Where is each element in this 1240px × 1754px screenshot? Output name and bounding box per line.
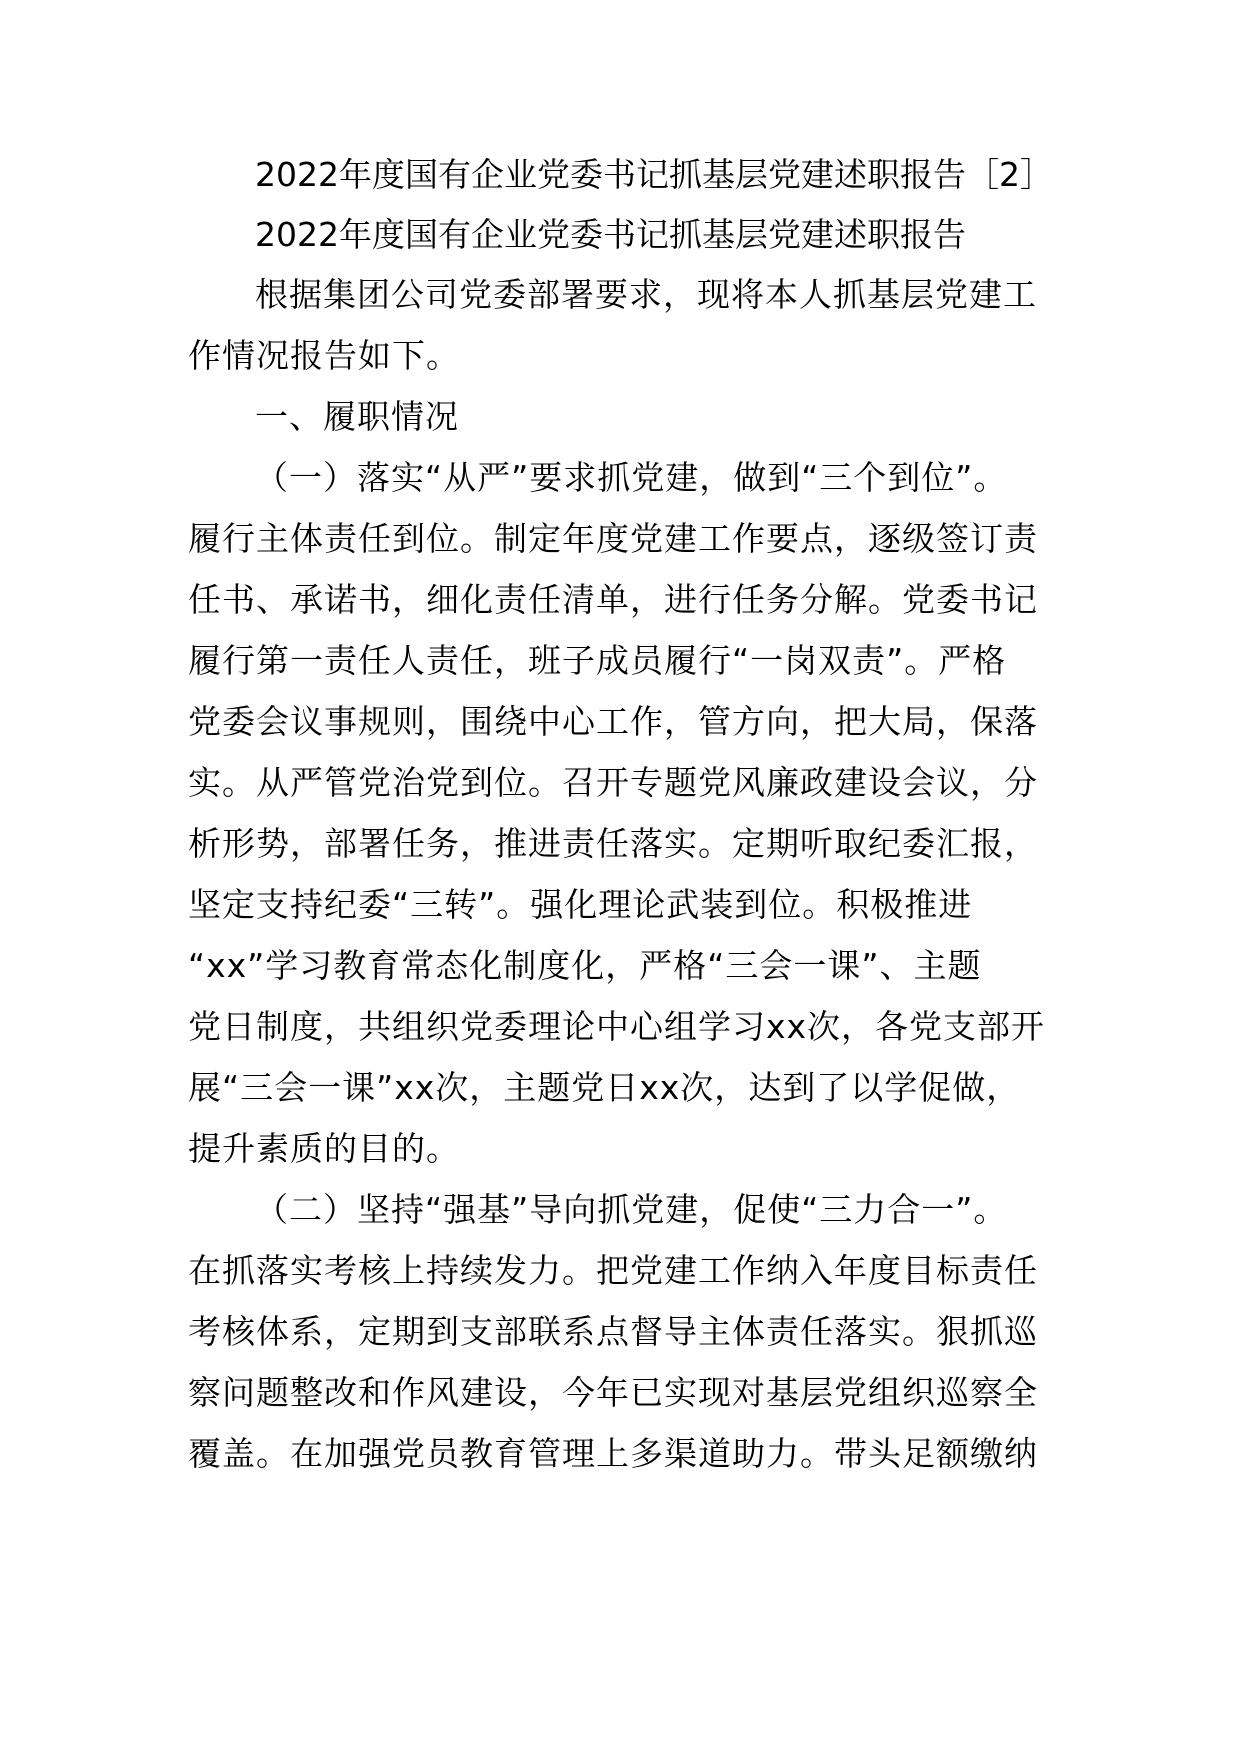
body-line: 坚定支持纪委“三转”。强化理论武装到位。积极推进 bbox=[188, 885, 973, 924]
body-line: 履行主体责任到位。制定年度党建工作要点，逐级签订责 bbox=[188, 519, 1038, 558]
document-title: 2022年度国有企业党委书记抓基层党建述职报告［2］ bbox=[255, 155, 1053, 194]
body-line: 根据集团公司党委部署要求，现将本人抓基层党建工 bbox=[255, 275, 1037, 314]
body-line: “xx”学习教育常态化制度化，严格“三会一课”、主题 bbox=[188, 946, 982, 985]
body-line: 提升素质的目的。 bbox=[188, 1129, 460, 1168]
document-subtitle: 2022年度国有企业党委书记抓基层党建述职报告 bbox=[255, 215, 966, 254]
body-line: 实。从严管党治党到位。召开专题党风廉政建设会议，分 bbox=[188, 763, 1038, 802]
body-line: 党日制度，共组织党委理论中心组学习xx次，各党支部开 bbox=[188, 1007, 1046, 1046]
body-line: 析形势，部署任务，推进责任落实。定期听取纪委汇报， bbox=[188, 824, 1038, 863]
body-line: 展“三会一课”xx次，主题党日xx次，达到了以学促做， bbox=[188, 1068, 1021, 1107]
body-line: 在抓落实考核上持续发力。把党建工作纳入年度目标责任 bbox=[188, 1251, 1038, 1290]
subsection-heading: （二）坚持“强基”导向抓党建，促使“三力合一”。 bbox=[255, 1190, 1008, 1229]
body-line: 党委会议事规则，围绕中心工作，管方向，把大局，保落 bbox=[188, 702, 1038, 741]
body-line: 作情况报告如下。 bbox=[188, 336, 460, 375]
body-line: 考核体系，定期到支部联系点督导主体责任落实。狠抓巡 bbox=[188, 1312, 1038, 1351]
body-line: 履行第一责任人责任，班子成员履行“一岗双责”。严格 bbox=[188, 641, 1007, 680]
section-heading: 一、履职情况 bbox=[255, 397, 459, 436]
subsection-heading: （一）落实“从严”要求抓党建，做到“三个到位”。 bbox=[255, 458, 1008, 497]
body-line: 覆盖。在加强党员教育管理上多渠道助力。带头足额缴纳 bbox=[188, 1434, 1038, 1473]
body-line: 察问题整改和作风建设，今年已实现对基层党组织巡察全 bbox=[188, 1373, 1038, 1412]
body-line: 任书、承诺书，细化责任清单，进行任务分解。党委书记 bbox=[188, 580, 1038, 619]
